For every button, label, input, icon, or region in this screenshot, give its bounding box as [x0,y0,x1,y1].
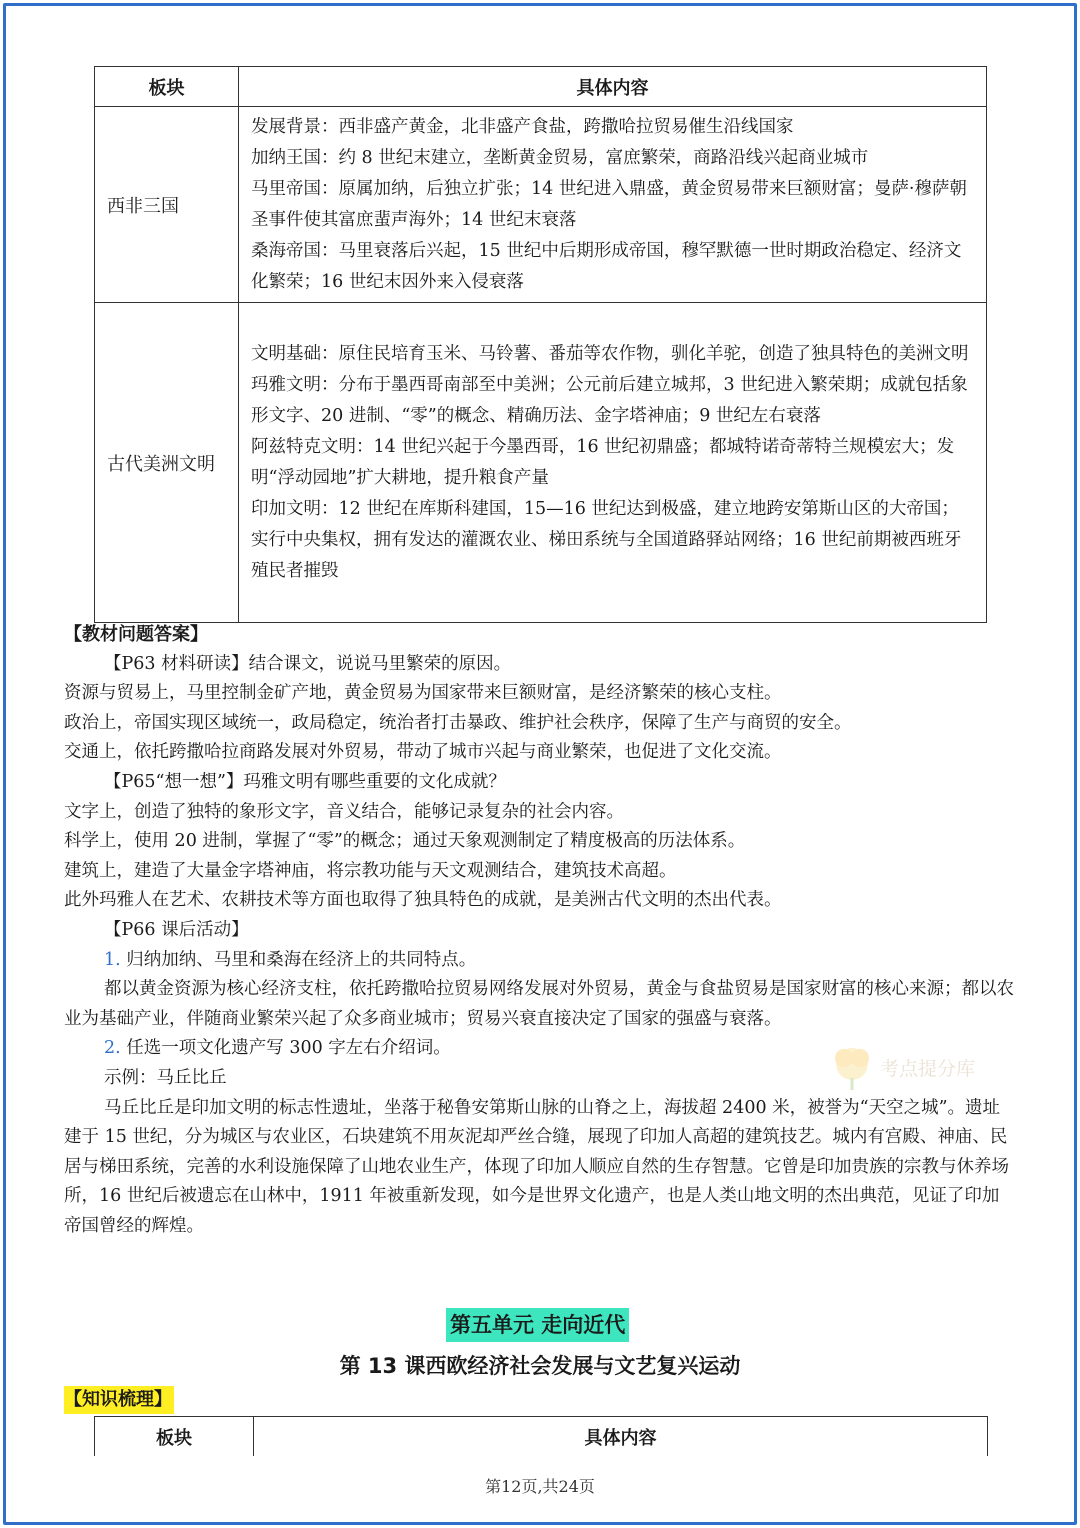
page-number: 第12页,共24页 [485,1477,595,1496]
content-line: 加纳王国：约 8 世纪末建立，垄断黄金贸易，富庶繁荣，商路沿线兴起商业城市 [251,147,869,168]
answer-line: 资源与贸易上，马里控制金矿产地，黄金贸易为国家带来巨额财富，是经济繁荣的核心支柱。 [64,683,782,704]
question-text: 结合课文，说说马里繁荣的原因。 [248,653,512,674]
activity-item-1 [64,946,1014,976]
header-block: 板块 [95,1417,254,1457]
table-row [95,303,987,623]
answer-line: 交通上，依托跨撒哈拉商路发展对外贸易，带动了城市兴起与商业繁荣，也促进了文化交流。 [64,742,782,763]
answer-line: 科学上，使用 20 进制，掌握了“零”的概念；通过天象观测制定了精度极高的历法体系。 [64,831,746,852]
answer-line: 政治上，帝国实现区域统一，政局稳定，统治者打击暴政、维护社会秩序，保障了生产与商贸的安全。 [64,712,852,733]
row-block-americas: 古代美洲文明 [95,303,239,623]
answer-line: 此外玛雅人在艺术、农耕技术等方面也取得了独具特色的成就，是美洲古代文明的杰出代表。 [64,890,782,911]
header-block: 板块 [95,67,239,107]
content-line: 印加文明：12 世纪在库斯科建国，15—16 世纪达到极盛，建立地跨安第斯山区的大帝国；实行中央集权，拥有发达的灌溉农业、梯田系统与全国道路驿站网络；16 世纪前期被西班牙殖民者摧毁 [251,498,962,581]
header-content: 具体内容 [254,1417,988,1457]
question-p66: 【P66 课后活动】 [104,919,249,940]
example-text: 马丘比丘是印加文明的标志性遗址，坐落于秘鲁安第斯山脉的山脊之上，海拔超 2400 米，被誉为“天空之城”。遗址建于 15 世纪，分为城区与农业区，石块建筑不用灰泥却严丝合缝，展现了印加人高超的建筑技艺。城内有宫殿、神庙、民居与梯田系统，完善的水利设施保障了山地农业生产，体现了印加人顺应自然的生存智慧。它曾是印加贵族的宗教与休养场所，16 世纪后被遗忘在山林中，1911 年被重新发现，如今是世界文化遗产，也是人类山地文明的杰出典范，见证了印加帝国曾经的辉煌。 [64,1097,1009,1236]
question-tag: 【P65“想一想”】 [104,771,244,792]
answer-line: 建筑上，建造了大量金字塔神庙，将宗教功能与天文观测结合，建筑技术高超。 [64,860,677,881]
watermark-text: 考点提分库 [880,1058,976,1080]
knowledge-table-2 [94,1416,988,1456]
content-line: 文明基础：原住民培育玉米、马铃薯、番茄等农作物，驯化羊驼，创造了独具特色的美洲文明 [251,343,969,364]
question-text: 玛雅文明有哪些重要的文化成就？ [243,771,506,792]
list-number: 2. [104,1038,121,1059]
row-content-west-africa [239,107,987,303]
answer-line: 文字上，创造了独特的象形文字，音义结合，能够记录复杂的社会内容。 [64,801,624,822]
knowledge-heading: 【知识梳理】 [64,1386,174,1414]
content-line: 阿兹特克文明：14 世纪兴起于今墨西哥，16 世纪初鼎盛；都城特诺奇蒂特兰规模宏大；发明“浮动园地”扩大耕地，提升粮食产量 [251,436,955,488]
flower-icon [822,1042,882,1092]
table-row [95,107,987,303]
knowledge-table [94,66,987,623]
header-content: 具体内容 [239,67,987,107]
watermark-logo [822,1042,1012,1092]
content-line: 玛雅文明：分布于墨西哥南部至中美洲；公元前后建立城邦，3 世纪进入繁荣期；成就包括象形文字、20 进制、“零”的概念、精确历法、金字塔神庙；9 世纪左右衰落 [251,374,968,426]
row-content-americas [239,303,987,623]
unit-title: 第五单元 走向近代 [446,1308,629,1342]
activity-text: 任选一项文化遗产写 300 字左右介绍词。 [126,1038,451,1059]
row-block-west-africa: 西非三国 [95,107,239,303]
content-line: 发展背景：西非盛产黄金，北非盛产食盐，跨撒哈拉贸易催生沿线国家 [251,116,794,137]
content-line: 桑海帝国：马里衰落后兴起，15 世纪中后期形成帝国，穆罕默德一世时期政治稳定、经济文化繁荣；16 世纪末因外来入侵衰落 [251,240,962,292]
question-tag: 【P63 材料研读】 [104,653,249,674]
example-label: 示例：马丘比丘 [104,1067,227,1088]
activity-text: 归纳加纳、马里和桑海在经济上的共同特点。 [126,949,477,970]
question-p65 [64,768,1014,798]
list-number: 1. [104,949,121,970]
question-p63 [64,650,1014,680]
answers-section [64,620,1014,1241]
content-line: 马里帝国：原属加纳，后独立扩张；14 世纪进入鼎盛，黄金贸易带来巨额财富；曼萨·穆萨朝圣事件使其富庶蜚声海外；14 世纪末衰落 [251,178,967,230]
activity-answer-1: 都以黄金资源为核心经济支柱，依托跨撒哈拉贸易网络发展对外贸易，黄金与食盐贸易是国家财富的核心来源；都以农业为基础产业，伴随商业繁荣兴起了众多商业城市；贸易兴衰直接决定了国家的强盛与衰落。 [64,979,1014,1029]
answers-heading: 【教材问题答案】 [64,624,208,645]
lesson-title: 第 13 课西欧经济社会发展与文艺复兴运动 [339,1354,741,1378]
